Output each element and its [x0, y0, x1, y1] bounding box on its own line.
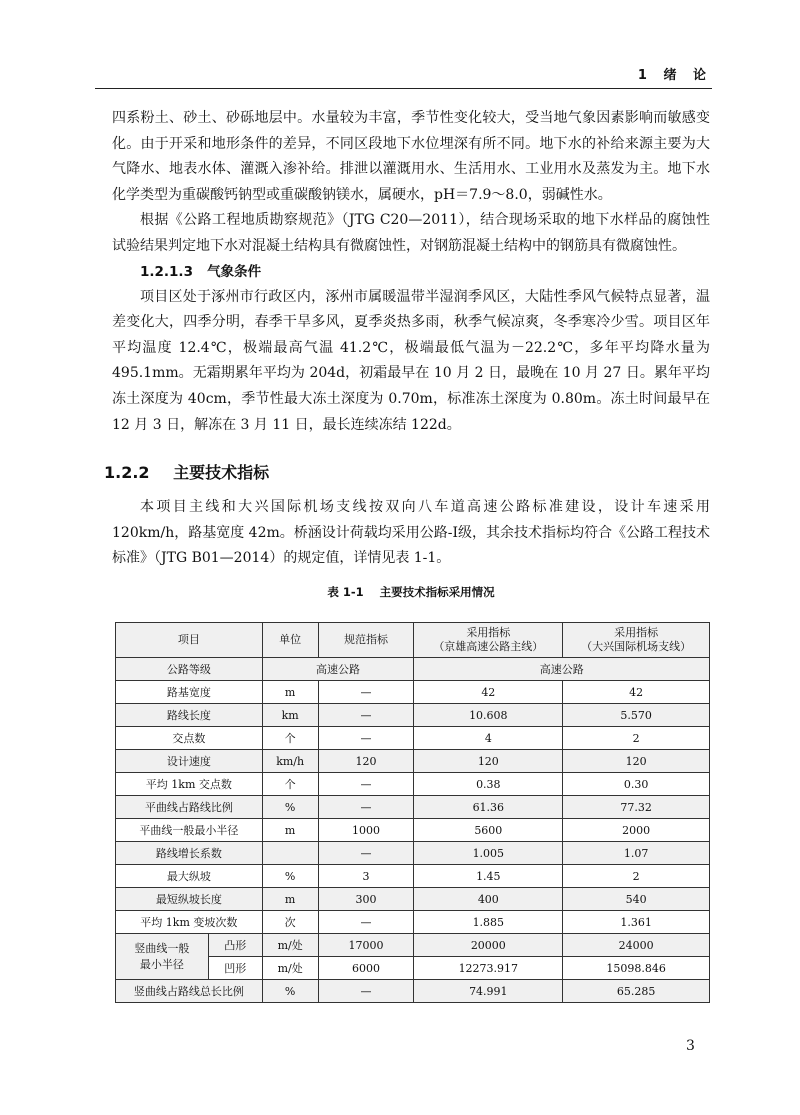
cell-unit: m [262, 681, 318, 704]
cell-unit: 个 [262, 727, 318, 750]
cell-branch: 1.07 [563, 842, 710, 865]
cell-spec: — [318, 842, 414, 865]
cell-unit: m/处 [262, 934, 318, 957]
cell-main: 0.38 [414, 773, 563, 796]
cell-main: 10.608 [414, 704, 563, 727]
table-row [116, 842, 710, 865]
cell-item: 最大纵坡 [116, 865, 263, 888]
table-row [116, 888, 710, 911]
cell-branch: 1.361 [563, 911, 710, 934]
cell-unit: m [262, 888, 318, 911]
cell-main: 20000 [414, 934, 563, 957]
vertical-curve-label [116, 934, 209, 980]
cell-sub: 凹形 [208, 957, 262, 980]
table-caption-number: 表 1-1 [327, 584, 364, 599]
vertical-label-line2: 最小半径 [139, 957, 184, 971]
cell-unit: km [262, 704, 318, 727]
table-row [116, 681, 710, 704]
header-spec: 规范指标 [318, 623, 414, 658]
table-caption [112, 584, 710, 600]
cell-branch: 2000 [563, 819, 710, 842]
cell-branch: 5.570 [563, 704, 710, 727]
cell-unit: 次 [262, 911, 318, 934]
cell-branch: 540 [563, 888, 710, 911]
cell-item: 竖曲线占路线总长比例 [116, 980, 263, 1003]
cell-main: 1.885 [414, 911, 563, 934]
header-branch-line1: 采用指标 [614, 626, 659, 639]
cell-branch: 24000 [563, 934, 710, 957]
chapter-title: 1 绪 论 [637, 68, 712, 83]
cell-main: 74.991 [414, 980, 563, 1003]
cell-spec: 300 [318, 888, 414, 911]
header-unit: 单位 [262, 623, 318, 658]
cell-branch: 0.30 [563, 773, 710, 796]
paragraph-groundwater: 四系粉土、砂土、砂砾地层中。水量较为丰富，季节性变化较大，受当地气象因素影响而敏感变化。由于开采和地形条件的差异，不同区段地下水位埋深有所不同。地下水的补给来源主要为大气降水、地表水体、灌溉入渗补给。排泄以灌溉用水、生活用水、工业用水及蒸发为主。地下水化学类型为重碳酸钙钠型或重碳酸钠镁水，属硬水，pH＝7.9～8.0，弱碱性水。 [112, 110, 710, 203]
header-branch [563, 623, 710, 658]
cell-unit: % [262, 980, 318, 1003]
cell-branch: 77.32 [563, 796, 710, 819]
cell-item: 平均 1km 交点数 [116, 773, 263, 796]
cell-item: 平均 1km 变坡次数 [116, 911, 263, 934]
cell-item: 最短纵坡长度 [116, 888, 263, 911]
cell-item: 路基宽度 [116, 681, 263, 704]
spec-table [115, 622, 710, 1003]
cell-branch: 120 [563, 750, 710, 773]
cell-spec: — [318, 911, 414, 934]
table-row [116, 819, 710, 842]
cell-main: 1.005 [414, 842, 563, 865]
cell-item: 路线长度 [116, 704, 263, 727]
cell-main: 400 [414, 888, 563, 911]
cell-branch: 42 [563, 681, 710, 704]
cell-spec: — [318, 796, 414, 819]
cell-main: 5600 [414, 819, 563, 842]
cell-spec: 120 [318, 750, 414, 773]
cell-spec: — [318, 980, 414, 1003]
table-row [116, 750, 710, 773]
cell-branch: 2 [563, 865, 710, 888]
vertical-label-line1: 竖曲线一般 [134, 941, 190, 955]
table-header-row [116, 623, 710, 658]
cell-item: 设计速度 [116, 750, 263, 773]
paragraph-standards: 本项目主线和大兴国际机场支线按双向八车道高速公路标准建设，设计车速采用 120km/h，路基宽度 42m。桥涵设计荷载均采用公路-Ⅰ级，其余技术指标均符合《公路工程技术标准》（JTG B01—2014）的规定值，详情见表 1-1。 [112, 499, 711, 567]
table-row [116, 727, 710, 750]
cell-branch: 2 [563, 727, 710, 750]
table-row [116, 865, 710, 888]
cell-spec: 17000 [318, 934, 414, 957]
paragraph-climate: 项目区处于涿州市行政区内，涿州市属暖温带半湿润季风区，大陆性季风气候特点显著，温差变化大，四季分明，春季干旱多风，夏季炎热多雨，秋季气候凉爽，冬季寒冷少雪。项目区年平均温度 12.4℃，极端最高气温 41.2℃，极端最低气温为－22.2℃，多年平均降水量为 495.1mm。无霜期累年平均为 204d，初霜最早在 10 月 2 日，最晚在 10 月 27 日。累年平均冻土深度为 40cm，季节性最大冻土深度为 0.70m，标准冻土深度为 0.80m。冻土时间最早在 12 月 3 日，解冻在 3 月 11 日，最长连续冻结 122d。 [112, 288, 710, 433]
cell-main: 4 [414, 727, 563, 750]
cell-unit: m [262, 819, 318, 842]
cell-spec: — [318, 727, 414, 750]
cell-sub: 凸形 [208, 934, 262, 957]
cell-item: 交点数 [116, 727, 263, 750]
header-main [414, 623, 563, 658]
cell-item: 平曲线占路线比例 [116, 796, 263, 819]
subsection-heading [112, 260, 710, 285]
cell-unit: 个 [262, 773, 318, 796]
cell-item: 平曲线一般最小半径 [116, 819, 263, 842]
cell-main: 61.36 [414, 796, 563, 819]
table-row-last [116, 980, 710, 1003]
cell-main: 42 [414, 681, 563, 704]
cell-unit: % [262, 796, 318, 819]
header-rule [95, 88, 712, 89]
cell-spec: — [318, 681, 414, 704]
subsection-title: 气象条件 [207, 263, 262, 280]
cell-unit [262, 842, 318, 865]
cell-unit: m/处 [262, 957, 318, 980]
cell-main: 1.45 [414, 865, 563, 888]
paragraph-corrosion: 根据《公路工程地质勘察规范》（JTG C20—2011），结合现场采取的地下水样品的腐蚀性试验结果判定地下水对混凝土结构具有微腐蚀性，对钢筋混凝土结构中的钢筋具有微腐蚀性。 [112, 212, 710, 254]
cell-item: 路线增长系数 [116, 842, 263, 865]
header-main-line1: 采用指标 [466, 626, 511, 639]
header-item: 项目 [116, 623, 263, 658]
cell-main: 12273.917 [414, 957, 563, 980]
cell-spec: 6000 [318, 957, 414, 980]
table-caption-title: 主要技术指标采用情况 [379, 584, 495, 599]
cell-unit: km/h [262, 750, 318, 773]
header-branch-line2: （大兴国际机场支线） [581, 640, 692, 653]
cell-branch: 15098.846 [563, 957, 710, 980]
section-title: 主要技术指标 [173, 463, 270, 483]
grade-label: 公路等级 [116, 658, 263, 681]
cell-spec: — [318, 704, 414, 727]
body-content [104, 106, 711, 606]
page-number: 3 [686, 1038, 695, 1054]
table-row [116, 796, 710, 819]
cell-unit: % [262, 865, 318, 888]
cell-main: 120 [414, 750, 563, 773]
table-row-grade [116, 658, 710, 681]
section-number: 1.2.2 [104, 463, 150, 483]
cell-spec: 1000 [318, 819, 414, 842]
subsection-number: 1.2.1.3 [140, 263, 193, 280]
grade-right: 高速公路 [414, 658, 710, 681]
grade-left: 高速公路 [262, 658, 414, 681]
table-row-vertical-convex [116, 934, 710, 957]
running-header [0, 58, 712, 88]
header-main-line2: （京雄高速公路主线） [433, 640, 544, 653]
cell-spec: 3 [318, 865, 414, 888]
table-row [116, 773, 710, 796]
cell-spec: — [318, 773, 414, 796]
table-row [116, 911, 710, 934]
table-row [116, 704, 710, 727]
cell-branch: 65.285 [563, 980, 710, 1003]
section-heading [104, 460, 710, 483]
